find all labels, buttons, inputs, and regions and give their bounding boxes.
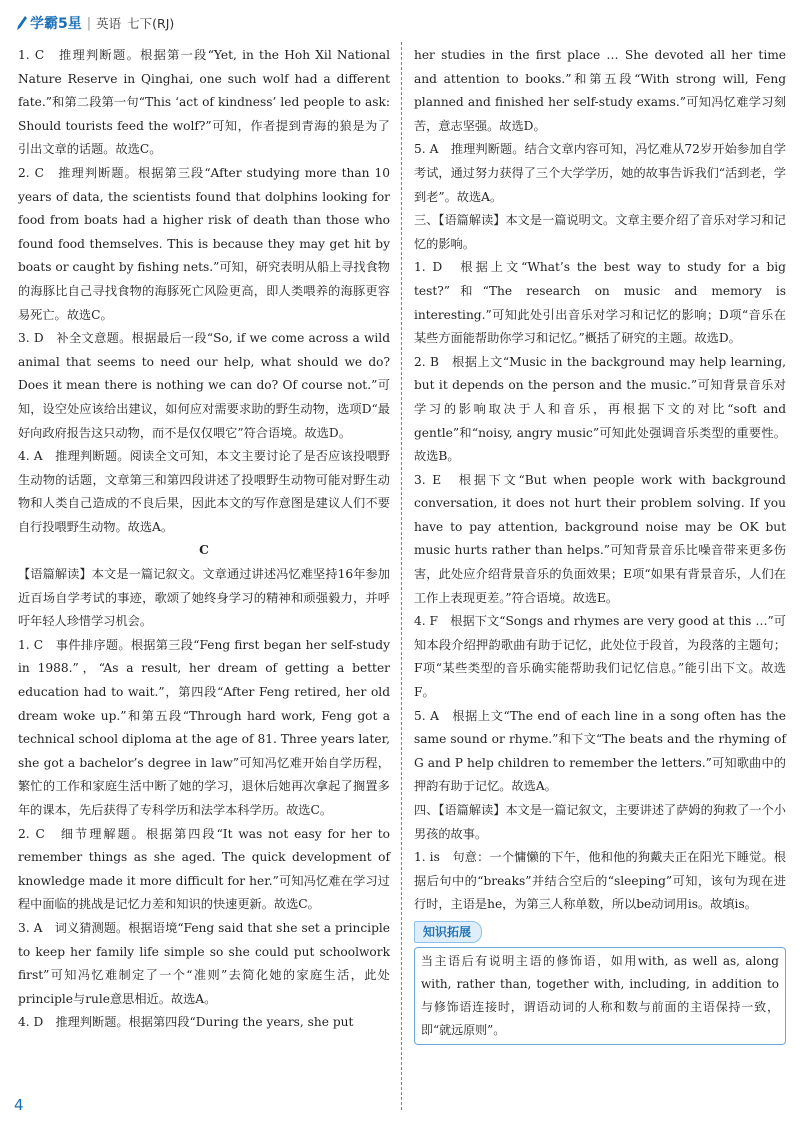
answer-item: 1. D 根据上文“What’s the best way to study for a big test?”和“The research on music and memory is interesting.”可知此处引出音乐对学习和记忆的影响；D项“音乐在某些方面能帮助你学习和记忆。”概括了研究的主题。故选D。 — [414, 260, 786, 346]
answer-item: 2. C 细节理解题。根据第四段“It was not easy for her to remember things as she aged. The quick development of knowledge made it more difficult for her.”可知冯忆难在学习过程中面临的挑战是记忆力差和知识的快速更新。故选C。 — [18, 826, 390, 912]
brand-logo — [16, 13, 82, 33]
right-column — [414, 44, 786, 1045]
answer-item: 4. A 推理判断题。阅读全文可知，本文主要讨论了是否应该投喂野生动物的话题，文章第三和第四段讲述了投喂野生动物可能对野生动物和人类自己造成的不良后果，因此本文的写作意图是建议人们不要自行投喂野生动物。故选A。 — [18, 449, 390, 534]
answer-item: 1. is 句意：一个慵懒的下午，他和他的狗戴夫正在阳光下睡觉。根据后句中的“breaks”并结合空后的“sleeping”可知，该句为现在进行时，主语是he，为第三人称单数，所以be动词用is。故填is。 — [414, 850, 786, 912]
pen-icon — [16, 15, 28, 31]
header-grade: 七下(RJ) — [127, 16, 175, 31]
answer-item: 3. E 根据下文“But when people work with background conversation, it does not hurt their problem solving. If you have to pay attention, background noise may be OK but music hurts rather than helps.”可知背景音乐比噪音带来更多伤害，此处应介绍背景音乐的负面效果；E项“如果有背景音乐，人们在工作上表现更差。”符合语境。故选E。 — [414, 472, 786, 605]
answer-item: 3. D 补全文意题。根据最后一段“So, if we come across a wild animal that seems to need our help, what should we do? Does it mean there is nothing we can do? Of course not.”可知，设空处应该给出建议，如何应对需要求助的野生动物，选项D“最好向政府报告这只动物，而不是仅仅喂它”符合语境。故选D。 — [18, 331, 390, 440]
answer-item: 2. C 推理判断题。根据第三段“After studying more than 10 years of data, the scientists found that dolphins looking for food from boats had a higher risk of death than those who found food themselves. This is because they may get hit by boats or caught by fishing nets.”可知，研究表明从船上寻找食物的海豚比自己寻找食物的海豚死亡风险更高，即人类喂养的海豚更容易死亡。故选C。 — [18, 165, 390, 322]
knowledge-tip-label: 知识拓展 — [414, 921, 482, 943]
left-column — [18, 44, 390, 1035]
column-divider — [401, 42, 402, 1110]
header-subject: 英语 — [96, 16, 122, 31]
brand-name: 学霸5星 — [30, 16, 82, 32]
knowledge-tip-text: 当主语后有说明主语的修饰语，如用with, as well as, along with, rather than, together with, including, in addition to与修饰语连接时，谓语动词的人称和数与前面的主语保持一致，即“就远原则”。 — [421, 953, 779, 1037]
header-separator: | — [86, 15, 92, 31]
page-header — [16, 8, 174, 38]
answer-item: 1. C 推理判断题。根据第一段“Yet, in the Hoh Xil National Nature Reserve in Qinghai, one such wolf had a different fate.”和第二段第一句“This ‘act of kindness’ led people to ask: Should tourists feed the wolf?”可知，作者提到青海的狼是为了引出文章的话题。故选C。 — [18, 48, 390, 157]
answer-item: 5. A 根据上文“The end of each line in a song often has the same sound or rhyme.”和下文“The beats and the rhyming of G and P help children to remember the letters.”可知歌曲中的押韵有助于记忆。故选A。 — [414, 708, 786, 794]
page-number: 4 — [14, 1096, 24, 1114]
passage-summary: 四、【语篇解读】本文是一篇记叙文，主要讲述了萨姆的狗救了一个小男孩的故事。 — [414, 803, 786, 841]
answer-item: 3. A 词义猜测题。根据语境“Feng said that she set a principle to keep her family life simple so she could put schoolwork first”可知冯忆难制定了一个“准则”去简化她的家庭生活，此处principle与rule意思相近。故选A。 — [18, 920, 390, 1006]
knowledge-tip-box — [414, 947, 786, 1045]
answer-item: 1. C 事件排序题。根据第三段“Feng first began her self-study in 1988.”，“As a result, her dream of getting a better education had to wait.”，第四段“After Feng retired, her old dream woke up.”和第五段“Through hard work, Feng got a technical school diploma at the age of 81. Three years later, she got a bachelor’s degree in law”可知冯忆难开始自学历程，繁忙的工作和家庭生活中断了她的学习，退休后她再次拿起了搁置多年的课本，先后获得了专科学历和法学本科学历。故选C。 — [18, 637, 390, 817]
passage-summary: 三、【语篇解读】本文是一篇说明文。文章主要介绍了音乐对学习和记忆的影响。 — [414, 213, 786, 251]
part-title: C — [199, 543, 209, 558]
answer-item: 4. F 根据下文“Songs and rhymes are very good at this …”可知本段介绍押韵歌曲有助于记忆，此处位于段首，为段落的主题句；F项“某些类型的音乐确实能帮助我们记忆信息。”能引出下文。故选F。 — [414, 614, 786, 700]
passage-summary: 【语篇解读】本文是一篇记叙文。文章通过讲述冯忆难坚持16年参加近百场自学考试的事迹，歌颂了她终身学习的精神和顽强毅力，并呼吁年轻人珍惜学习机会。 — [18, 567, 390, 629]
answer-item: 5. A 推理判断题。结合文章内容可知，冯忆难从72岁开始参加自学考试，通过努力获得了三个大学学历，她的故事告诉我们“活到老，学到老”。故选A。 — [414, 142, 786, 204]
answer-item: 4. D 推理判断题。根据第四段“During the years, she put — [18, 1015, 354, 1030]
answer-item: 2. B 根据上文“Music in the background may help learning, but it depends on the person and the music.”可知背景音乐对学习的影响取决于人和音乐，再根据下文的对比“soft and gentle”和“noisy, angry music”可知此处强调音乐类型的重要性。故选B。 — [414, 354, 786, 464]
answer-item: her studies in the first place … She devoted all her time and attention to books.”和第五段“With strong will, Feng planned and finished her self-study exams.”可知冯忆难学习刻苦，意志坚强。故选D。 — [414, 48, 786, 133]
